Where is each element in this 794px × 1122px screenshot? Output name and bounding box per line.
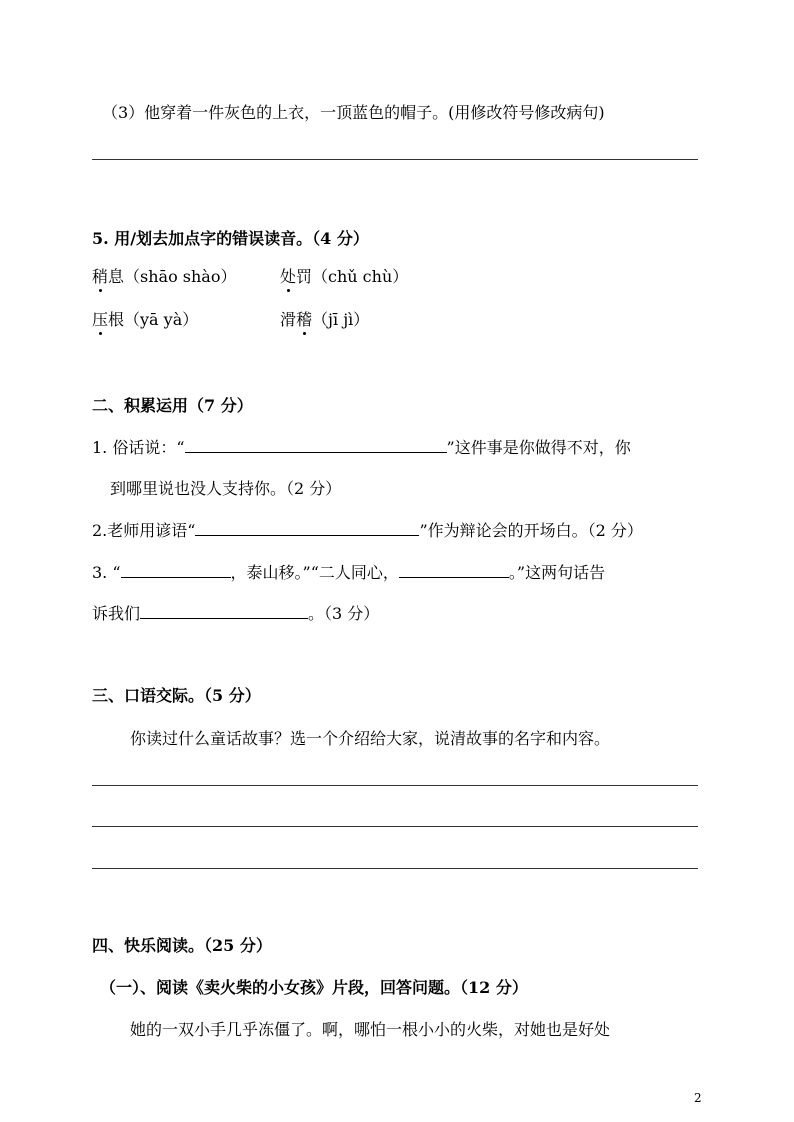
part2-q3-line2 — [92, 601, 379, 624]
fill-blank[interactable] — [195, 519, 419, 536]
part2-q3-line1 — [92, 560, 605, 583]
q3-mid2: 。”这两句话告 — [508, 563, 606, 582]
reading-passage: 她的一双小手几乎冻僵了。啊，哪怕一根小小的火柴，对她也是好处 — [130, 1020, 611, 1039]
answer-line[interactable] — [92, 159, 698, 160]
pinyin-options: （jī jì） — [312, 310, 370, 329]
q3-mid1: ，泰山移。”“二人同心， — [230, 563, 399, 582]
q1-suffix: ”这件事是你做得不对，你 — [446, 438, 631, 457]
part4-sub1: （一）、阅读《卖火柴的小女孩》片段，回答问题。（12 分） — [100, 978, 528, 997]
fill-blank[interactable] — [185, 436, 447, 453]
answer-line[interactable] — [92, 868, 698, 869]
pinyin-options: 息（shāo shào） — [108, 267, 237, 286]
question-3-text: （3）他穿着一件灰色的上衣，一顶蓝色的帽子。(用修改符号修改病句) — [102, 103, 605, 122]
part3-prompt: 你读过什么童话故事？选一个介绍给大家，说清故事的名字和内容。 — [130, 729, 611, 748]
fill-blank[interactable] — [399, 561, 509, 578]
q5-heading: 5. 用/划去加点字的错误读音。（4 分） — [92, 229, 369, 248]
part2-q2 — [92, 518, 643, 541]
q2-prefix: 2.老师用谚语“ — [92, 521, 196, 540]
part3-heading: 三、口语交际。（5 分） — [92, 686, 261, 705]
q5-row1-word1 — [92, 264, 236, 287]
q3-line2-suffix: 。（3 分） — [308, 604, 380, 623]
dotted-char: 压 — [92, 307, 108, 330]
dotted-char: 稽 — [296, 307, 312, 330]
q5-row2-word1 — [92, 307, 198, 330]
answer-line[interactable] — [92, 785, 698, 786]
q3-prefix: 3. “ — [92, 563, 121, 582]
page-number: 2 — [694, 1091, 702, 1105]
q2-suffix: ”作为辩论会的开场白。（2 分） — [419, 521, 643, 540]
q3-line2-prefix: 诉我们 — [92, 604, 141, 623]
q1-prefix: 1. 俗话说：“ — [92, 438, 185, 457]
pinyin-options: 根（yā yà） — [108, 310, 199, 329]
dotted-char: 处 — [280, 264, 296, 287]
part4-heading: 四、快乐阅读。（25 分） — [92, 936, 272, 955]
part2-q1-line1 — [92, 435, 631, 458]
dotted-char: 稍 — [92, 264, 108, 287]
fill-blank[interactable] — [140, 602, 308, 619]
part2-q1-line2: 到哪里说也没人支持你。（2 分） — [110, 479, 342, 498]
plain-char: 滑 — [280, 310, 297, 329]
q5-row1-word2 — [280, 264, 408, 287]
part2-heading: 二、积累运用（7 分） — [92, 396, 253, 415]
fill-blank[interactable] — [121, 561, 231, 578]
pinyin-options: 罚（chǔ chù） — [296, 267, 409, 286]
q5-row2-word2 — [280, 307, 369, 330]
answer-line[interactable] — [92, 826, 698, 827]
